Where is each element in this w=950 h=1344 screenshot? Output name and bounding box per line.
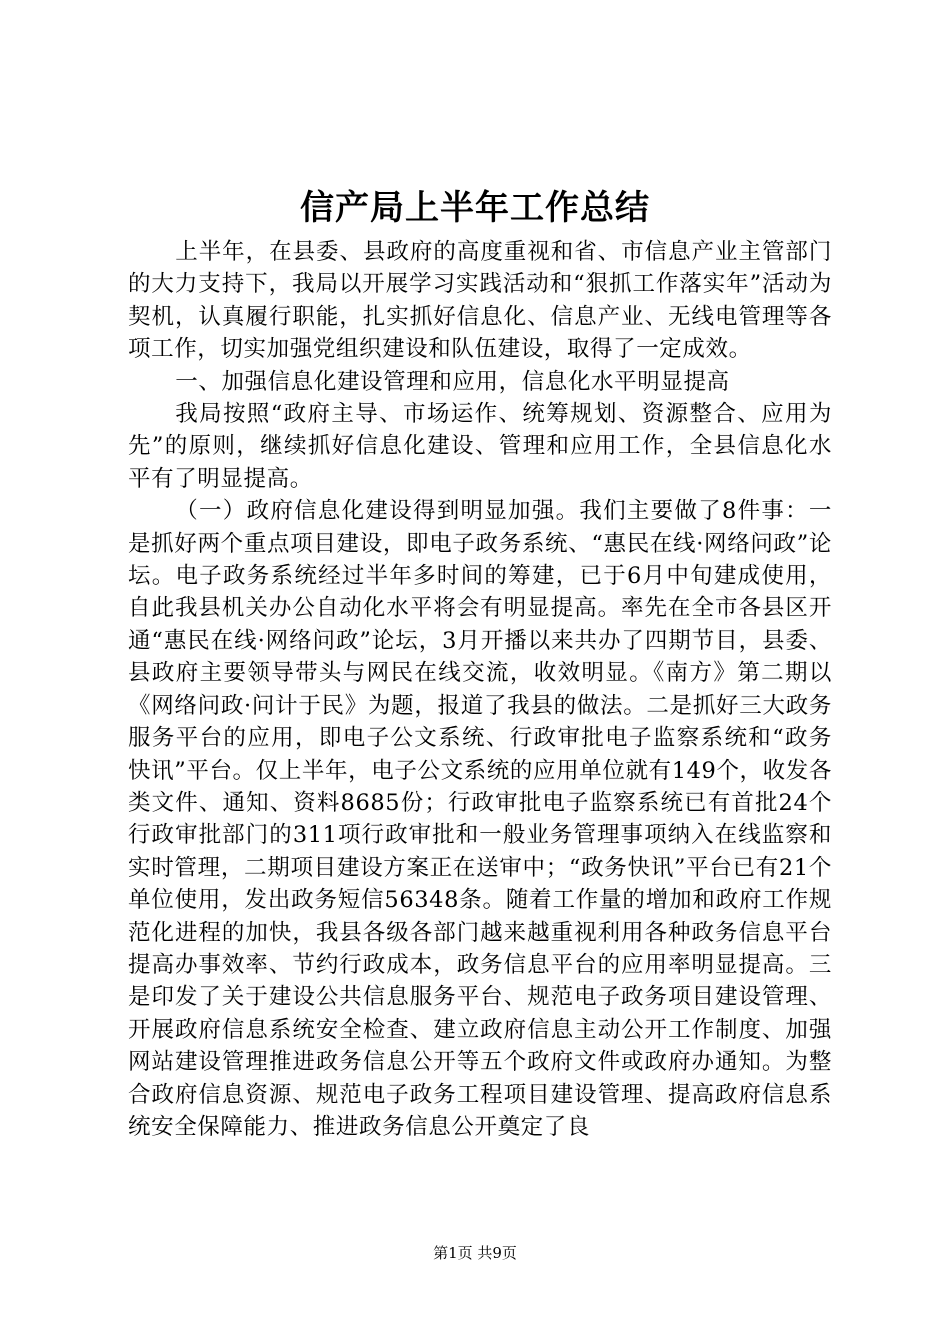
paragraph-gov-informatization: （一）政府信息化建设得到明显加强。我们主要做了8件事：一是抓好两个重点项目建设，即电子政务系统、“惠民在线·网络问政”论坛。电子政务系统经过半年多时间的筹建，已于6月中旬建成使用，自此我县机关办公自动化水平将会有明显提高。率先在全市各县区开通“惠民在线·网络问政”论坛，3月开播以来共办了四期节目，县委、县政府主要领导带头与网民在线交流，收效明显。《南方》第二期以《网络问政·问计于民》为题，报道了我县的做法。二是抓好三大政务服务平台的应用，即电子公文系统、行政审批电子监察系统和“政务快讯”平台。仅上半年，电子公文系统的应用单位就有149个，收发各类文件、通知、资料8685份；行政审批电子监察系统已有首批24个行政审批部门的311项行政审批和一般业务管理事项纳入在线监察和实时管理，二期项目建设方案正在送审中；“政务快讯”平台已有21个单位使用，发出政务短信56348条。随着工作量的增加和政府工作规范化进程的加快，我县各级各部门越来越重视利用各种政务信息平台提高办事效率、节约行政成本，政务信息平台的应用率明显提高。三是印发了关于建设公共信息服务平台、规范电子政务项目建设管理、开展政府信息系统安全检查、建立政府信息主动公开工作制度、加强网站建设管理推进政务信息公开等五个政府文件或政府办通知。为整合政府信息资源、规范电子政务工程项目建设管理、提高政府信息系统安全保障能力、推进政务信息公开奠定了良: [128, 498, 832, 1140]
document-body: [128, 236, 832, 1143]
paragraph-intro: 上半年，在县委、县政府的高度重视和省、市信息产业主管部门的大力支持下，我局以开展学习实践活动和“狠抓工作落实年”活动为契机，认真履行职能，扎实抓好信息化、信息产业、无线电管理等各项工作，切实加强党组织建设和队伍建设，取得了一定成效。: [128, 239, 832, 363]
document-title: 信产局上半年工作总结: [300, 188, 650, 228]
section-heading-1: 一、加强信息化建设管理和应用，信息化水平明显提高: [175, 368, 730, 395]
paragraph-principle: 我局按照“政府主导、市场运作、统筹规划、资源整合、应用为先”的原则，继续抓好信息化建设、管理和应用工作，全县信息化水平有了明显提高。: [128, 401, 832, 492]
page-number-footer: 第1页 共9页: [433, 1244, 517, 1262]
